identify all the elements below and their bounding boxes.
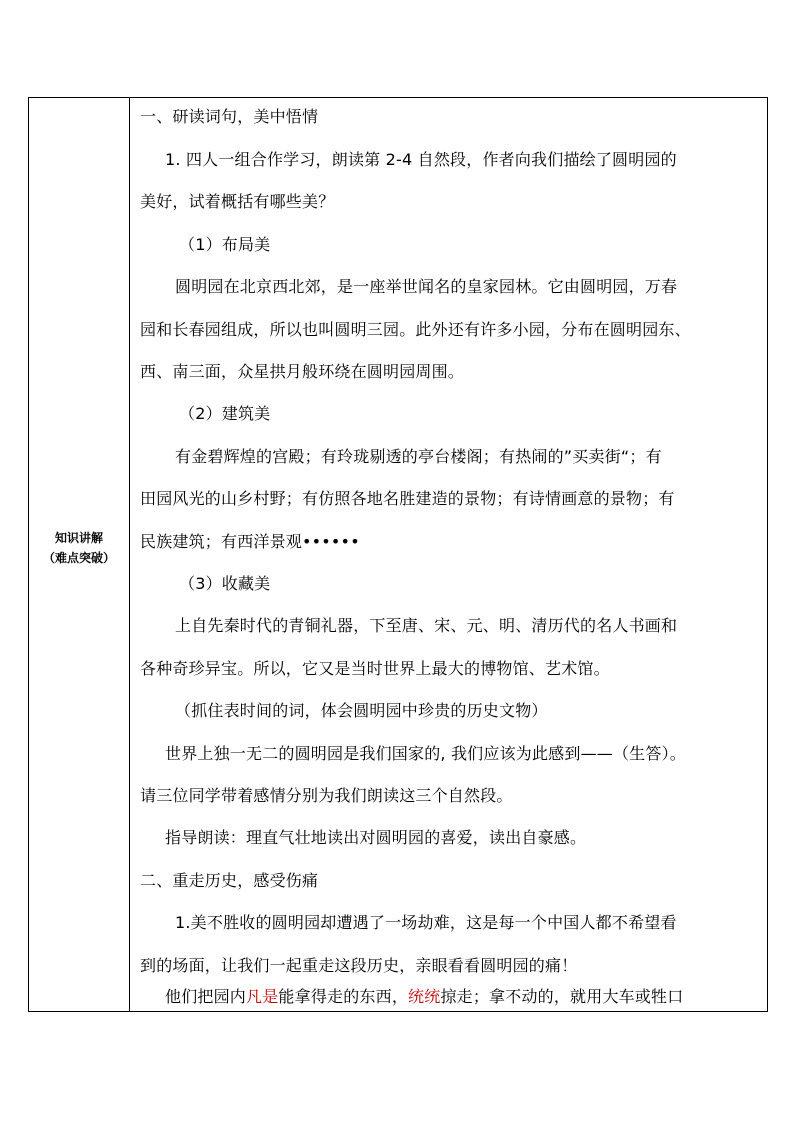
lesson-table — [28, 97, 768, 1012]
paragraph-line: 各种奇珍异宝。所以，它又是当时世界上最大的博物馆、艺术馆。 — [140, 659, 610, 678]
content-cell — [131, 98, 767, 1011]
paragraph-line: 西、南三面，众星拱月般环绕在圆明园周围。 — [140, 362, 465, 381]
paragraph-line-last — [165, 987, 683, 1007]
subheading-collection: （3）收藏美 — [179, 574, 271, 593]
paragraph-line: 圆明园在北京西北郊，是一座举世闻名的皇家园林。它由圆明园，万春 — [175, 277, 678, 296]
paragraph-line: 世界上独一无二的圆明园是我们国家的, 我们应该为此感到——（生答）。 — [165, 744, 686, 763]
highlight-fanshi: 凡是 — [246, 987, 279, 1006]
subheading-layout: （1）布局美 — [179, 235, 271, 254]
text-segment: 能拿得走的东西， — [278, 987, 409, 1006]
paragraph-line: 美好，试着概括有哪些美？ — [140, 192, 335, 211]
subheading-architecture: （2）建筑美 — [179, 404, 271, 423]
paragraph-line: 到的场面，让我们一起重走这段历史，亲眼看看圆明园的痛！ — [140, 956, 578, 975]
paragraph-note: （抓住表时间的词，体会圆明园中珍贵的历史文物） — [175, 701, 548, 720]
section-label-title: 知识讲解 — [54, 531, 103, 545]
section-label-subtitle: （难点突破） — [42, 551, 115, 565]
heading-2: 二、重走历史，感受伤痛 — [140, 871, 319, 890]
paragraph-line: 田园风光的山乡村野；有仿照各地名胜建造的景物；有诗情画意的景物；有 — [140, 489, 675, 508]
section-label-cell — [29, 98, 130, 1011]
paragraph-line: 请三位同学带着感情分别为我们朗读这三个自然段。 — [140, 786, 513, 805]
paragraph-line: 1.美不胜收的圆明园却遭遇了一场劫难，这是每一个中国人都不希望看 — [175, 913, 677, 932]
paragraph-line: 园和长春园组成，所以也叫圆明三园。此外还有许多小园，分布在圆明园东、 — [140, 320, 691, 339]
paragraph-line: 上自先秦时代的青铜礼器，下至唐、宋、元、明、清历代的名人书画和 — [175, 616, 678, 635]
heading-1: 一、研读词句，美中悟情 — [140, 107, 319, 126]
paragraph-line: 有金碧辉煌的宫殿；有玲珑剔透的亭台楼阁；有热闹的”买卖街“；有 — [175, 447, 662, 466]
text-segment: 他们把园内 — [165, 987, 247, 1006]
paragraph-line: 民族建筑；有西洋景观•••••• — [140, 532, 360, 551]
text-segment: 掠走；拿不动的，就用大车或牲口 — [440, 987, 684, 1006]
reading-guidance: 指导朗读：理直气壮地读出对圆明园的喜爱，读出自豪感。 — [165, 828, 587, 847]
highlight-tongtong: 统统 — [408, 987, 441, 1006]
section-label — [29, 528, 129, 568]
paragraph-line: 1. 四人一组合作学习，朗读第 2-4 自然段，作者向我们描绘了圆明园的 — [165, 150, 677, 169]
